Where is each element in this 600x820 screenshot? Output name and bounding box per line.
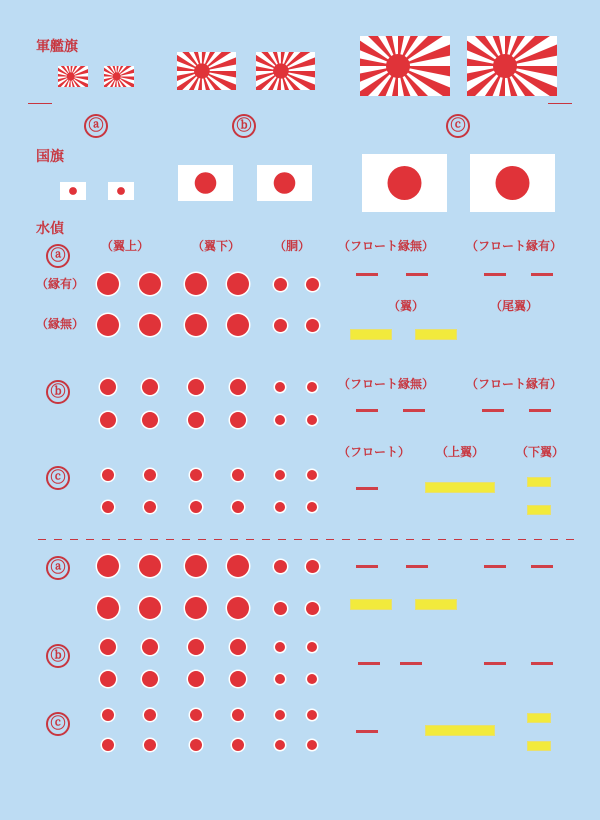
hinomaru-roundel: [232, 469, 244, 481]
hinomaru-roundel: [144, 709, 156, 721]
hinomaru-roundel: [275, 642, 285, 652]
section-separator-dash: [86, 539, 94, 540]
hinomaru-roundel: [306, 278, 319, 291]
hinomaru-roundel: [307, 642, 317, 652]
national-flag-large-2: [470, 154, 555, 212]
label-float-border: （フロート縁有）: [466, 239, 563, 253]
hinomaru-roundel: [275, 415, 285, 425]
hinomaru-roundel: [230, 671, 246, 687]
float-stripe: [529, 409, 551, 412]
hinomaru-roundel: [306, 602, 319, 615]
yellow-stripe: [426, 483, 494, 492]
national-flag-small-2: [108, 182, 134, 200]
national-flag-small-1: [60, 182, 86, 200]
hinomaru-roundel: [102, 469, 114, 481]
yellow-stripe: [528, 714, 550, 722]
hinomaru-roundel: [232, 709, 244, 721]
yellow-stripe: [416, 330, 456, 339]
hinomaru-roundel: [230, 412, 246, 428]
float-stripe: [484, 662, 506, 665]
label-tail-wing: （尾翼）: [490, 299, 539, 313]
section-separator-dash: [390, 539, 398, 540]
section-separator-dash: [262, 539, 270, 540]
float-stripe: [358, 662, 380, 665]
section-separator-dash: [454, 539, 462, 540]
section-separator-dash: [326, 539, 334, 540]
divider-left: [28, 103, 52, 104]
national-flag-medium-2: [257, 165, 312, 201]
label-fuselage: （胴）: [274, 239, 311, 253]
hinomaru-roundel: [97, 314, 119, 336]
float-stripe: [406, 565, 428, 568]
section-separator-dash: [150, 539, 158, 540]
section-separator-dash: [310, 539, 318, 540]
section-separator-dash: [278, 539, 286, 540]
section-separator-dash: [422, 539, 430, 540]
hinomaru-roundel: [188, 639, 204, 655]
hinomaru-roundel: [275, 470, 285, 480]
float-stripe: [482, 409, 504, 412]
hinomaru-roundel: [144, 501, 156, 513]
hinomaru-roundel: [97, 273, 119, 295]
label-wing-upper: （翼上）: [101, 239, 150, 253]
yellow-stripe: [426, 726, 494, 735]
section-separator-dash: [406, 539, 414, 540]
hinomaru-roundel: [190, 709, 202, 721]
hinomaru-roundel: [306, 319, 319, 332]
label-float-no-border: （フロート縁無）: [338, 239, 435, 253]
hinomaru-roundel: [190, 739, 202, 751]
spare-size-mark-b: ⓑ: [46, 644, 70, 668]
float-stripe: [531, 662, 553, 665]
hinomaru-roundel: [306, 560, 319, 573]
hinomaru-roundel: [139, 555, 161, 577]
label-bordered: （縁有）: [36, 277, 85, 291]
hinomaru-roundel: [274, 319, 287, 332]
hinomaru-roundel: [307, 470, 317, 480]
divider-right: [548, 103, 572, 104]
naval-ensign-large-1: [360, 36, 450, 96]
naval-ensign-small-1: [58, 66, 88, 87]
hinomaru-roundel: [97, 597, 119, 619]
section-separator-dash: [358, 539, 366, 540]
label-float-no-border-b: （フロート縁無）: [338, 377, 435, 391]
seaplane-size-mark-a: ⓐ: [46, 244, 70, 268]
seaplane-size-mark-b: ⓑ: [46, 380, 70, 404]
spare-size-mark-a: ⓐ: [46, 556, 70, 580]
section-separator-dash: [54, 539, 62, 540]
hinomaru-roundel: [274, 560, 287, 573]
float-stripe: [531, 565, 553, 568]
hinomaru-roundel: [307, 382, 317, 392]
hinomaru-roundel: [144, 739, 156, 751]
section-separator-dash: [182, 539, 190, 540]
hinomaru-roundel: [188, 379, 204, 395]
section-separator-dash: [118, 539, 126, 540]
label-borderless: （縁無）: [36, 317, 85, 331]
hinomaru-roundel: [307, 674, 317, 684]
label-float: （フロート）: [338, 445, 411, 459]
hinomaru-roundel: [188, 671, 204, 687]
yellow-stripe: [528, 478, 550, 486]
section-separator-dash: [230, 539, 238, 540]
hinomaru-roundel: [232, 739, 244, 751]
float-stripe: [403, 409, 425, 412]
hinomaru-roundel: [185, 273, 207, 295]
size-mark-a: ⓐ: [84, 114, 108, 138]
hinomaru-roundel: [100, 412, 116, 428]
national-flag-medium-1: [178, 165, 233, 201]
spare-size-mark-c: ⓒ: [46, 712, 70, 736]
hinomaru-roundel: [100, 671, 116, 687]
section-separator-dash: [246, 539, 254, 540]
naval-ensign-large-2: [467, 36, 557, 96]
yellow-stripe: [528, 506, 550, 514]
size-mark-c: ⓒ: [446, 114, 470, 138]
seaplane-size-mark-c: ⓒ: [46, 466, 70, 490]
hinomaru-roundel: [274, 602, 287, 615]
section-separator-dash: [166, 539, 174, 540]
hinomaru-roundel: [275, 710, 285, 720]
yellow-stripe: [528, 742, 550, 750]
hinomaru-roundel: [102, 739, 114, 751]
hinomaru-roundel: [139, 314, 161, 336]
label-wing: （翼）: [388, 299, 425, 313]
seaplane-heading: 水偵: [36, 221, 64, 237]
label-wing-lower: （翼下）: [192, 239, 241, 253]
section-separator-dash: [438, 539, 446, 540]
section-separator-dash: [134, 539, 142, 540]
hinomaru-roundel: [188, 412, 204, 428]
float-stripe: [531, 273, 553, 276]
national-flag-heading: 国旗: [36, 149, 64, 165]
section-separator-dash: [70, 539, 78, 540]
section-separator-dash: [38, 539, 46, 540]
hinomaru-roundel: [275, 502, 285, 512]
naval-ensign-small-2: [104, 66, 134, 87]
hinomaru-roundel: [142, 639, 158, 655]
hinomaru-roundel: [97, 555, 119, 577]
float-stripe: [484, 273, 506, 276]
hinomaru-roundel: [185, 314, 207, 336]
float-stripe: [356, 565, 378, 568]
section-separator-dash: [198, 539, 206, 540]
float-stripe: [484, 565, 506, 568]
hinomaru-roundel: [139, 273, 161, 295]
section-separator-dash: [534, 539, 542, 540]
hinomaru-roundel: [102, 501, 114, 513]
hinomaru-roundel: [227, 555, 249, 577]
float-stripe: [356, 730, 378, 733]
hinomaru-roundel: [275, 674, 285, 684]
hinomaru-roundel: [307, 740, 317, 750]
size-mark-b: ⓑ: [232, 114, 256, 138]
section-separator-dash: [502, 539, 510, 540]
naval-ensign-medium-1: [177, 52, 236, 90]
national-flag-large-1: [362, 154, 447, 212]
section-separator-dash: [470, 539, 478, 540]
hinomaru-roundel: [100, 379, 116, 395]
hinomaru-roundel: [227, 314, 249, 336]
hinomaru-roundel: [227, 597, 249, 619]
float-stripe: [400, 662, 422, 665]
naval-ensign-heading: 軍艦旗: [36, 39, 78, 55]
hinomaru-roundel: [139, 597, 161, 619]
hinomaru-roundel: [185, 597, 207, 619]
naval-ensign-medium-2: [256, 52, 315, 90]
section-separator-dash: [102, 539, 110, 540]
float-stripe: [356, 273, 378, 276]
section-separator-dash: [214, 539, 222, 540]
hinomaru-roundel: [275, 740, 285, 750]
hinomaru-roundel: [274, 278, 287, 291]
section-separator-dash: [518, 539, 526, 540]
section-separator-dash: [550, 539, 558, 540]
label-lower-wing: （下翼）: [516, 445, 565, 459]
hinomaru-roundel: [100, 639, 116, 655]
hinomaru-roundel: [142, 671, 158, 687]
section-separator-dash: [486, 539, 494, 540]
hinomaru-roundel: [230, 379, 246, 395]
hinomaru-roundel: [102, 709, 114, 721]
yellow-stripe: [351, 330, 391, 339]
hinomaru-roundel: [307, 415, 317, 425]
float-stripe: [406, 273, 428, 276]
hinomaru-roundel: [275, 382, 285, 392]
hinomaru-roundel: [142, 379, 158, 395]
section-separator-dash: [374, 539, 382, 540]
float-stripe: [356, 409, 378, 412]
hinomaru-roundel: [307, 502, 317, 512]
hinomaru-roundel: [190, 469, 202, 481]
hinomaru-roundel: [144, 469, 156, 481]
yellow-stripe: [416, 600, 456, 609]
yellow-stripe: [351, 600, 391, 609]
hinomaru-roundel: [230, 639, 246, 655]
hinomaru-roundel: [307, 710, 317, 720]
hinomaru-roundel: [232, 501, 244, 513]
hinomaru-roundel: [227, 273, 249, 295]
float-stripe: [356, 487, 378, 490]
label-float-border-b: （フロート縁有）: [466, 377, 563, 391]
hinomaru-roundel: [190, 501, 202, 513]
hinomaru-roundel: [185, 555, 207, 577]
section-separator-dash: [566, 539, 574, 540]
label-upper-wing: （上翼）: [436, 445, 485, 459]
section-separator-dash: [294, 539, 302, 540]
section-separator-dash: [342, 539, 350, 540]
hinomaru-roundel: [142, 412, 158, 428]
